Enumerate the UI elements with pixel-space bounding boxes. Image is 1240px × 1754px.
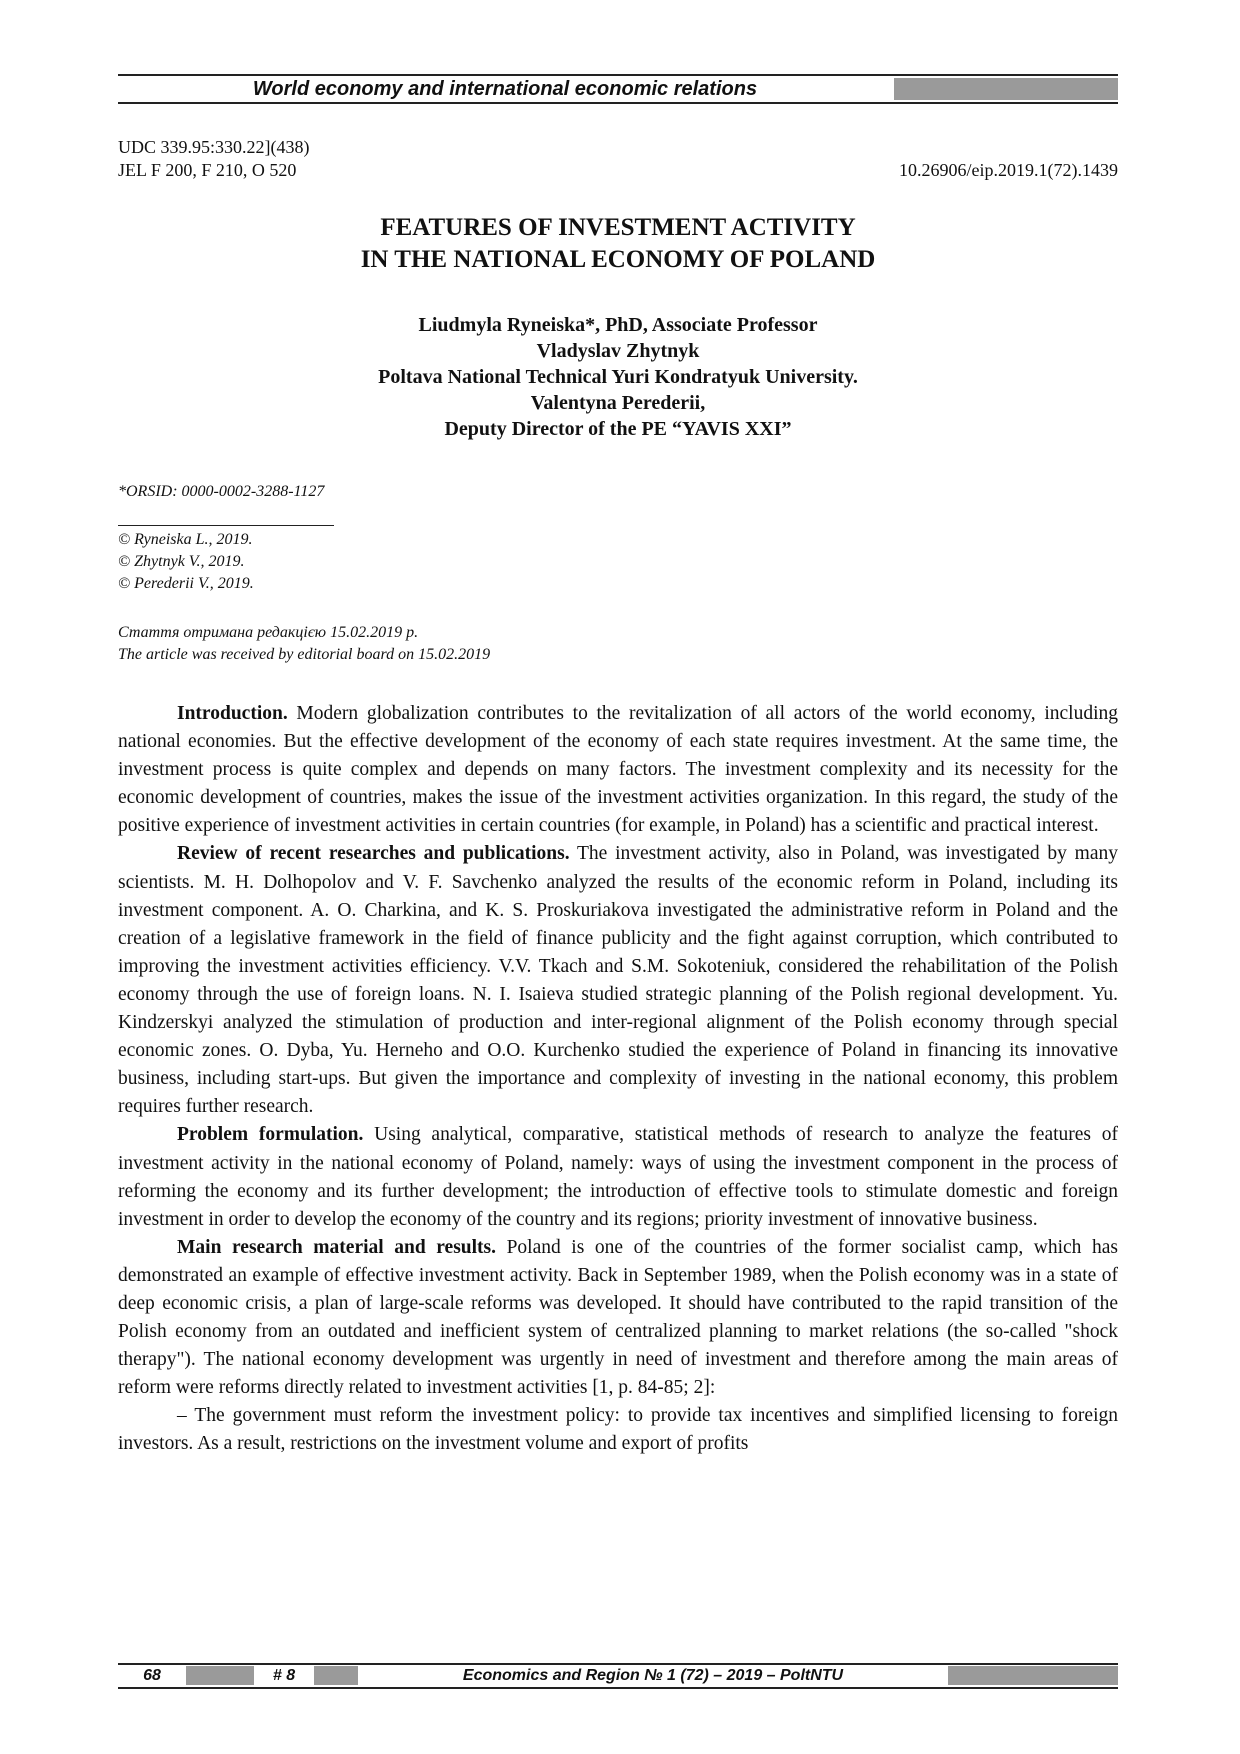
footer-bottom-rule (118, 1687, 1118, 1689)
introduction-heading: Introduction. (177, 703, 288, 724)
footer-gray-block (948, 1666, 1118, 1685)
copyright-line: © Perederii V., 2019. (118, 575, 254, 592)
review-text: The investment activity, also in Poland, was investigated by many scientists. M. H. Dolhopolov and V. F. Savchenko analyzed the results of the economic reform in Poland, including its investment component. A. O. Charkina, and K. S. Proskuriakova investigated the administrative reform in Poland and the creation of a legislative framework in the field of finance publicity and the fight against corruption, which contributed to improving the investment activities efficiency. V.V. Tkach and S.M. Sokoteniuk, considered the rehabilitation of the Polish economy through the use of foreign loans. N. I. Isaieva studied strategic planning of the Polish regional development. Yu. Kindzerskyi analyzed the stimulation of production and inter-regional alignment of the Polish economy through special economic zones. O. Dyba, Yu. Herneho and O.O. Kurchenko studied the experience of Poland in financing its innovative business, including start-ups. But given the importance and complexity of investing in the national economy, this problem requires further research. (118, 843, 1118, 1118)
udc-code: UDC 339.95:330.22](438) (118, 137, 310, 157)
paragraph-problem (118, 1121, 1118, 1233)
doi: 10.26906/eip.2019.1(72).1439 (899, 160, 1118, 180)
page-header (118, 74, 1118, 104)
main-results-heading: Main research material and results. (177, 1236, 497, 1258)
article-title-line-1: FEATURES OF INVESTMENT ACTIVITY (380, 214, 856, 241)
article-title (118, 212, 1118, 276)
received-note (118, 622, 490, 666)
header-bottom-rule (118, 102, 1118, 104)
article-body (118, 700, 1118, 1459)
problem-text: Using analytical, comparative, statistical methods of research to analyze the features of investment activity in the national economy of Poland, namely: ways of using the investment component in the process of reforming the economy and its further development; the introduction of effective tools to stimulate domestic and foreign investment in order to develop the economy of the country and its regions; priority investment of innovative business. (118, 1124, 1118, 1230)
author-line: Valentyna Perederii, (530, 392, 706, 414)
issue-number: # 8 (272, 1667, 296, 1684)
copyright-line: © Zhytnyk V., 2019. (118, 553, 245, 570)
footer-gray-block (186, 1666, 254, 1685)
section-title: World economy and international economic relations (252, 78, 758, 100)
copyright-block (118, 529, 254, 595)
paragraph-review (118, 840, 1118, 1121)
page-number: 68 (143, 1667, 161, 1684)
jel-code: JEL F 200, F 210, O 520 (118, 160, 297, 180)
article-title-line-2: IN THE NATIONAL ECONOMY OF POLAND (360, 246, 876, 273)
introduction-text: Modern globalization contributes to the revitalization of all actors of the world economy, including national economies. But the effective development of the economy of each state requires investment. At the same time, the investment process is quite complex and depends on many factors. The investment complexity and its necessity for the economic development of countries, makes the issue of the investment activities organization. In this regard, the study of the positive experience of investment activities in certain countries (for example, in Poland) has a scientific and practical interest. (118, 703, 1118, 837)
header-top-rule (118, 74, 1118, 76)
paragraph-main-results (118, 1234, 1118, 1403)
affiliation-line: Poltava National Technical Yuri Kondratyuk University. (378, 366, 858, 388)
received-note-en: The article was received by editorial board on 15.02.2019 (118, 646, 491, 663)
footnote-separator (118, 525, 334, 526)
header-gray-block (894, 78, 1118, 100)
author-block (118, 312, 1118, 442)
author-line: Vladyslav Zhytnyk (536, 340, 700, 362)
orsid-note: *ORSID: 0000-0002-3288-1127 (118, 483, 325, 500)
paragraph-list-item: – The government must reform the investment policy: to provide tax incentives and simplified licensing to foreign investors. As a result, restrictions on the investment volume and export of profits (118, 1405, 1118, 1455)
page-footer (118, 1663, 1118, 1689)
received-note-ua: Стаття отримана редакцією 15.02.2019 р. (118, 624, 419, 641)
journal-name: Economics and Region № 1 (72) – 2019 – PoltNTU (462, 1667, 844, 1684)
review-heading: Review of recent researches and publications. (177, 843, 570, 865)
copyright-line: © Ryneiska L., 2019. (118, 531, 253, 548)
author-line: Liudmyla Ryneiska*, PhD, Associate Professor (418, 314, 818, 336)
problem-heading: Problem formulation. (177, 1124, 364, 1146)
footer-gray-block (314, 1666, 358, 1685)
footer-top-rule (118, 1663, 1118, 1665)
main-results-text: Poland is one of the countries of the former socialist camp, which has demonstrated an example of effective investment activity. Back in September 1989, when the Polish economy was in a state of deep economic crisis, a plan of large-scale reforms was developed. It should have contributed to the rapid transition of the Polish economy from an outdated and inefficient system of centralized planning to market relations (the so-called "shock therapy"). The national economy development was urgently in need of investment and therefore among the main areas of reform were reforms directly related to investment activities [1, p. 84-85; 2]: (118, 1236, 1118, 1399)
affiliation-line: Deputy Director of the PE “YAVIS XXI” (444, 418, 792, 440)
paragraph-introduction (118, 700, 1118, 840)
